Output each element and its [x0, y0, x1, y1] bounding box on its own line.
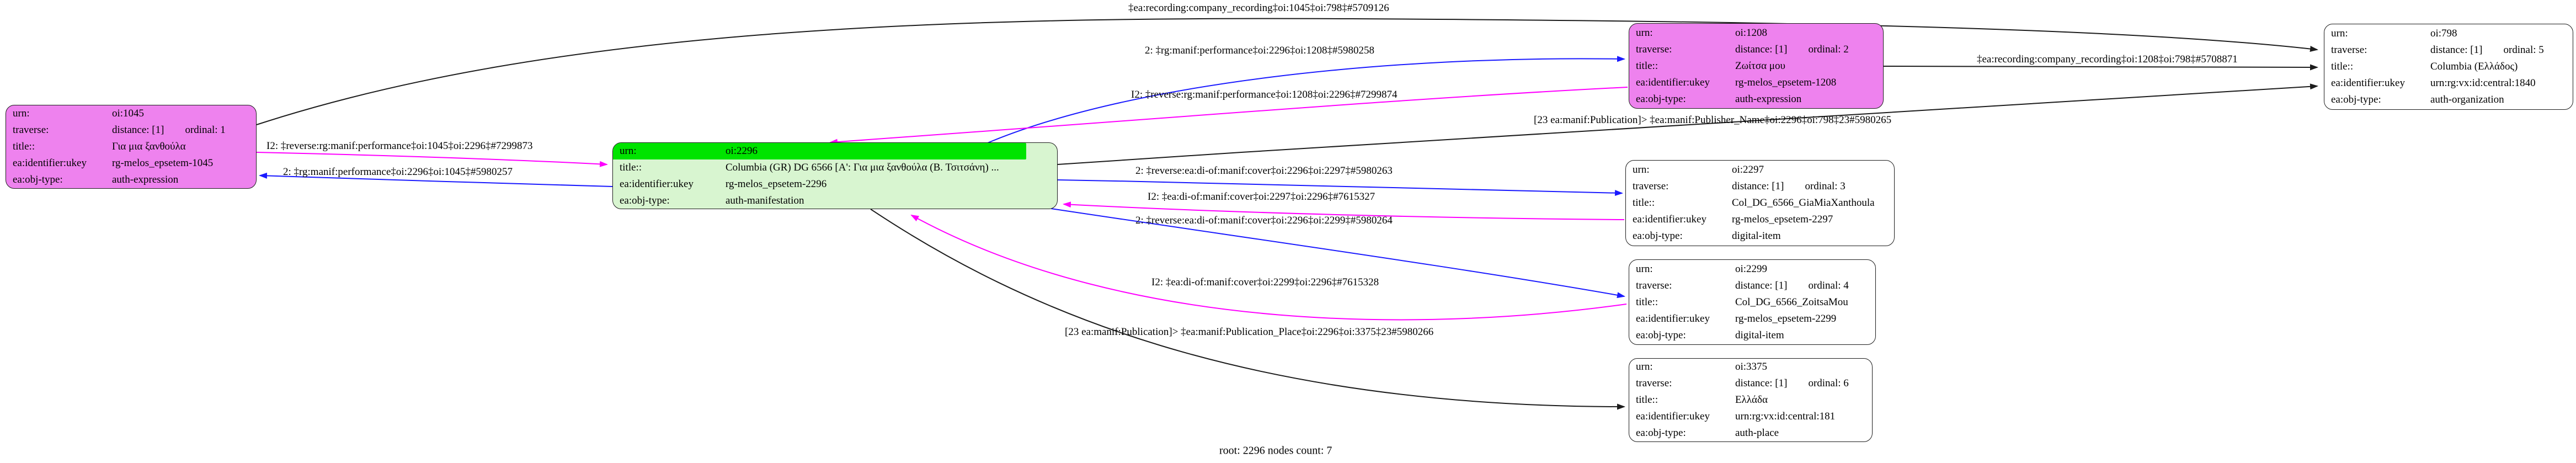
edge-label-revperf-1208-2296: I2: ‡reverse:rg:manif:performance‡oi:1208‡oi:2296‡#7299874: [1131, 89, 1398, 100]
edge-label-cover-2297-2296: I2: ‡ea:di-of:manif:cover‡oi:2297‡oi:2296‡#7615327: [1148, 191, 1375, 203]
edge-rec-1208-798: [1884, 66, 2317, 67]
edge-label-perf-2296-1208: 2: ‡rg:manif:performance‡oi:2296‡oi:1208‡#5980258: [1145, 45, 1374, 56]
field-value: digital-item: [1732, 230, 1781, 242]
field-value: oi:2296: [726, 145, 758, 157]
field-value: distance: [1]: [112, 124, 164, 136]
node-row: [1626, 228, 1894, 244]
node-row: [6, 139, 256, 155]
field-value: oi:798: [2430, 28, 2457, 39]
field-label: traverse:: [1636, 279, 1672, 291]
field-label: ea:identifier:ukey: [1633, 214, 1706, 225]
node-row: [1626, 178, 1894, 195]
field-value-ordinal: ordinal: 3: [1805, 180, 1846, 192]
node-row: [1629, 41, 1883, 58]
node-row: [613, 176, 1057, 193]
field-value: Ζωίτσα μου: [1735, 60, 1785, 72]
field-label: title::: [1636, 60, 1658, 72]
node-row: [1629, 74, 1883, 91]
node-oi-2296[interactable]: [612, 142, 1058, 209]
node-row: [1629, 91, 1883, 108]
node-row: [6, 105, 256, 122]
node-oi-2297[interactable]: [1625, 160, 1895, 246]
field-value: Columbia (Ελλάδος): [2430, 61, 2518, 72]
field-value: digital-item: [1735, 329, 1784, 341]
field-label: title::: [1636, 296, 1658, 308]
node-row: [2324, 25, 2573, 42]
field-label: traverse:: [1636, 43, 1672, 55]
field-label: urn:: [2331, 28, 2348, 39]
root-count-note: root: 2296 nodes count: 7: [1219, 444, 1332, 457]
field-label: ea:obj-type:: [620, 194, 670, 206]
edge-revperf-1045-2296: [257, 152, 607, 164]
field-value: distance: [1]: [1735, 43, 1788, 55]
field-value: Columbia (GR) DG 6566 [Α': Για μια ξανθούλα (Β. Τσιτσάνη) ...: [726, 161, 999, 173]
node-row: [6, 172, 256, 188]
field-value: Ελλάδα: [1735, 394, 1768, 406]
edge-label-cover-2299-2296: I2: ‡ea:di-of:manif:cover‡oi:2299‡oi:2296‡#7615328: [1151, 276, 1379, 288]
node-row: [6, 122, 256, 139]
node-row: [1626, 211, 1894, 228]
node-row: [2324, 58, 2573, 75]
node-row: [1629, 425, 1872, 441]
field-value: oi:1045: [112, 108, 145, 119]
node-oi-2299[interactable]: [1629, 259, 1876, 345]
field-value: auth-expression: [1735, 93, 1802, 105]
field-label: title::: [13, 141, 35, 152]
field-label: ea:identifier:ukey: [1636, 411, 1710, 422]
node-row: [1629, 261, 1875, 278]
field-label: ea:obj-type:: [1636, 329, 1686, 341]
node-row: [1629, 375, 1872, 392]
node-row: [1629, 359, 1872, 375]
field-label: urn:: [1636, 361, 1653, 372]
node-row: [1629, 58, 1883, 74]
field-value: rg-melos_epsetem-1045: [112, 157, 214, 169]
node-row: [613, 159, 1057, 176]
field-label: title::: [1636, 394, 1658, 406]
field-value: oi:2299: [1735, 263, 1768, 275]
node-row: [1629, 327, 1875, 344]
edge-label-revcover-2296-2297: 2: ‡reverse:ea:di-of:manif:cover‡oi:2296‡oi:2297‡#5980263: [1135, 165, 1393, 177]
field-value: distance: [1]: [1735, 377, 1788, 389]
field-label: title::: [620, 161, 642, 173]
node-row: [1626, 162, 1894, 178]
field-value: oi:3375: [1735, 361, 1768, 372]
field-value: oi:2297: [1732, 164, 1764, 175]
field-value: rg-melos_epsetem-2299: [1735, 312, 1837, 324]
field-value: auth-expression: [112, 174, 179, 185]
node-row: [1629, 294, 1875, 311]
node-oi-3375[interactable]: [1629, 358, 1873, 442]
field-label: title::: [1633, 197, 1655, 209]
node-row: [1629, 311, 1875, 327]
edge-label-pubname-2296-798: [23 ea:manif:Publication]> ‡ea:manif:Publisher_Name‡oi:2296‡oi:798‡23#5980265: [1534, 114, 1892, 126]
node-row: [1629, 278, 1875, 294]
field-value: Col_DG_6566_ZoitsaMou: [1735, 296, 1848, 308]
edge-label-rec-1045-798: ‡ea:recording:company_recording‡oi:1045‡oi:798‡#5709126: [1128, 2, 1389, 14]
field-label: ea:identifier:ukey: [620, 178, 694, 190]
field-label: ea:obj-type:: [1633, 230, 1683, 242]
field-value-ordinal: ordinal: 6: [1808, 377, 1849, 389]
field-value: distance: [1]: [1735, 279, 1788, 291]
field-value: Για μια ξανθούλα: [112, 141, 186, 152]
field-value: auth-place: [1735, 427, 1779, 439]
field-value: oi:1208: [1735, 26, 1768, 39]
edge-label-pubplace-2296-3375: [23 ea:manif:Publication]> ‡ea:manif:Publication_Place‡oi:2296‡oi:3375‡23#5980266: [1065, 326, 1434, 338]
field-label: traverse:: [1633, 180, 1669, 192]
node-oi-1045[interactable]: [6, 105, 257, 189]
field-label: urn:: [1636, 263, 1653, 275]
field-label: traverse:: [13, 124, 49, 136]
field-value: distance: [1]: [2430, 44, 2483, 56]
field-label: traverse:: [2331, 44, 2367, 56]
field-value-ordinal: ordinal: 2: [1808, 43, 1849, 55]
node-row: [1626, 195, 1894, 211]
edge-label-rec-1208-798: ‡ea:recording:company_recording‡oi:1208‡oi:798‡#5708871: [1977, 54, 2238, 65]
field-value: distance: [1]: [1732, 180, 1784, 192]
edge-label-revperf-1045-2296: I2: ‡reverse:rg:manif:performance‡oi:1045‡oi:2296‡#7299873: [266, 140, 533, 152]
node-oi-798[interactable]: [2324, 24, 2573, 110]
field-label: title::: [2331, 61, 2354, 72]
field-value-ordinal: ordinal: 4: [1808, 279, 1849, 291]
field-label: urn:: [13, 108, 30, 119]
edge-pubplace-2296-3375: [871, 209, 1624, 407]
edge-cover-2299-2296: [911, 215, 1626, 320]
node-row: [613, 193, 1057, 209]
node-row: [2324, 92, 2573, 108]
field-value: auth-organization: [2430, 94, 2504, 105]
node-row: [613, 143, 1026, 159]
node-row: [2324, 75, 2573, 92]
field-value: urn:rg:vx:id:central:181: [1735, 411, 1836, 422]
field-label: ea:obj-type:: [2331, 94, 2381, 105]
field-label: ea:identifier:ukey: [1636, 76, 1710, 88]
node-oi-1208[interactable]: [1629, 23, 1884, 109]
node-row: [1629, 408, 1872, 425]
field-label: urn:: [620, 145, 637, 157]
field-value: rg-melos_epsetem-1208: [1735, 76, 1837, 88]
node-row: [6, 155, 256, 172]
field-value-ordinal: ordinal: 1: [185, 124, 226, 136]
edge-label-revcover-2296-2299: 2: ‡reverse:ea:di-of:manif:cover‡oi:2296‡oi:2299‡#5980264: [1135, 215, 1393, 226]
field-value: auth-manifestation: [726, 194, 804, 206]
node-row: [1629, 25, 1883, 41]
field-label: urn:: [1633, 164, 1650, 175]
edge-label-perf-2296-1045: 2: ‡rg:manif:performance‡oi:2296‡oi:1045‡#5980257: [283, 166, 513, 178]
field-label: traverse:: [1636, 377, 1672, 389]
field-label: ea:obj-type:: [1636, 93, 1686, 105]
node-row: [1629, 392, 1872, 408]
field-label: ea:identifier:ukey: [13, 157, 87, 169]
field-label: ea:identifier:ukey: [2331, 77, 2405, 89]
field-label: ea:obj-type:: [1636, 427, 1686, 439]
field-label: urn:: [1636, 26, 1653, 39]
field-label: ea:obj-type:: [13, 174, 63, 185]
node-row: [2324, 42, 2573, 58]
field-value: rg-melos_epsetem-2297: [1732, 214, 1833, 225]
field-value: Col_DG_6566_GiaMiaXanthoula: [1732, 197, 1875, 209]
field-value: urn:rg:vx:id:central:1840: [2430, 77, 2536, 89]
field-value-ordinal: ordinal: 5: [2503, 44, 2544, 56]
field-value: rg-melos_epsetem-2296: [726, 178, 827, 190]
field-label: ea:identifier:ukey: [1636, 312, 1710, 324]
